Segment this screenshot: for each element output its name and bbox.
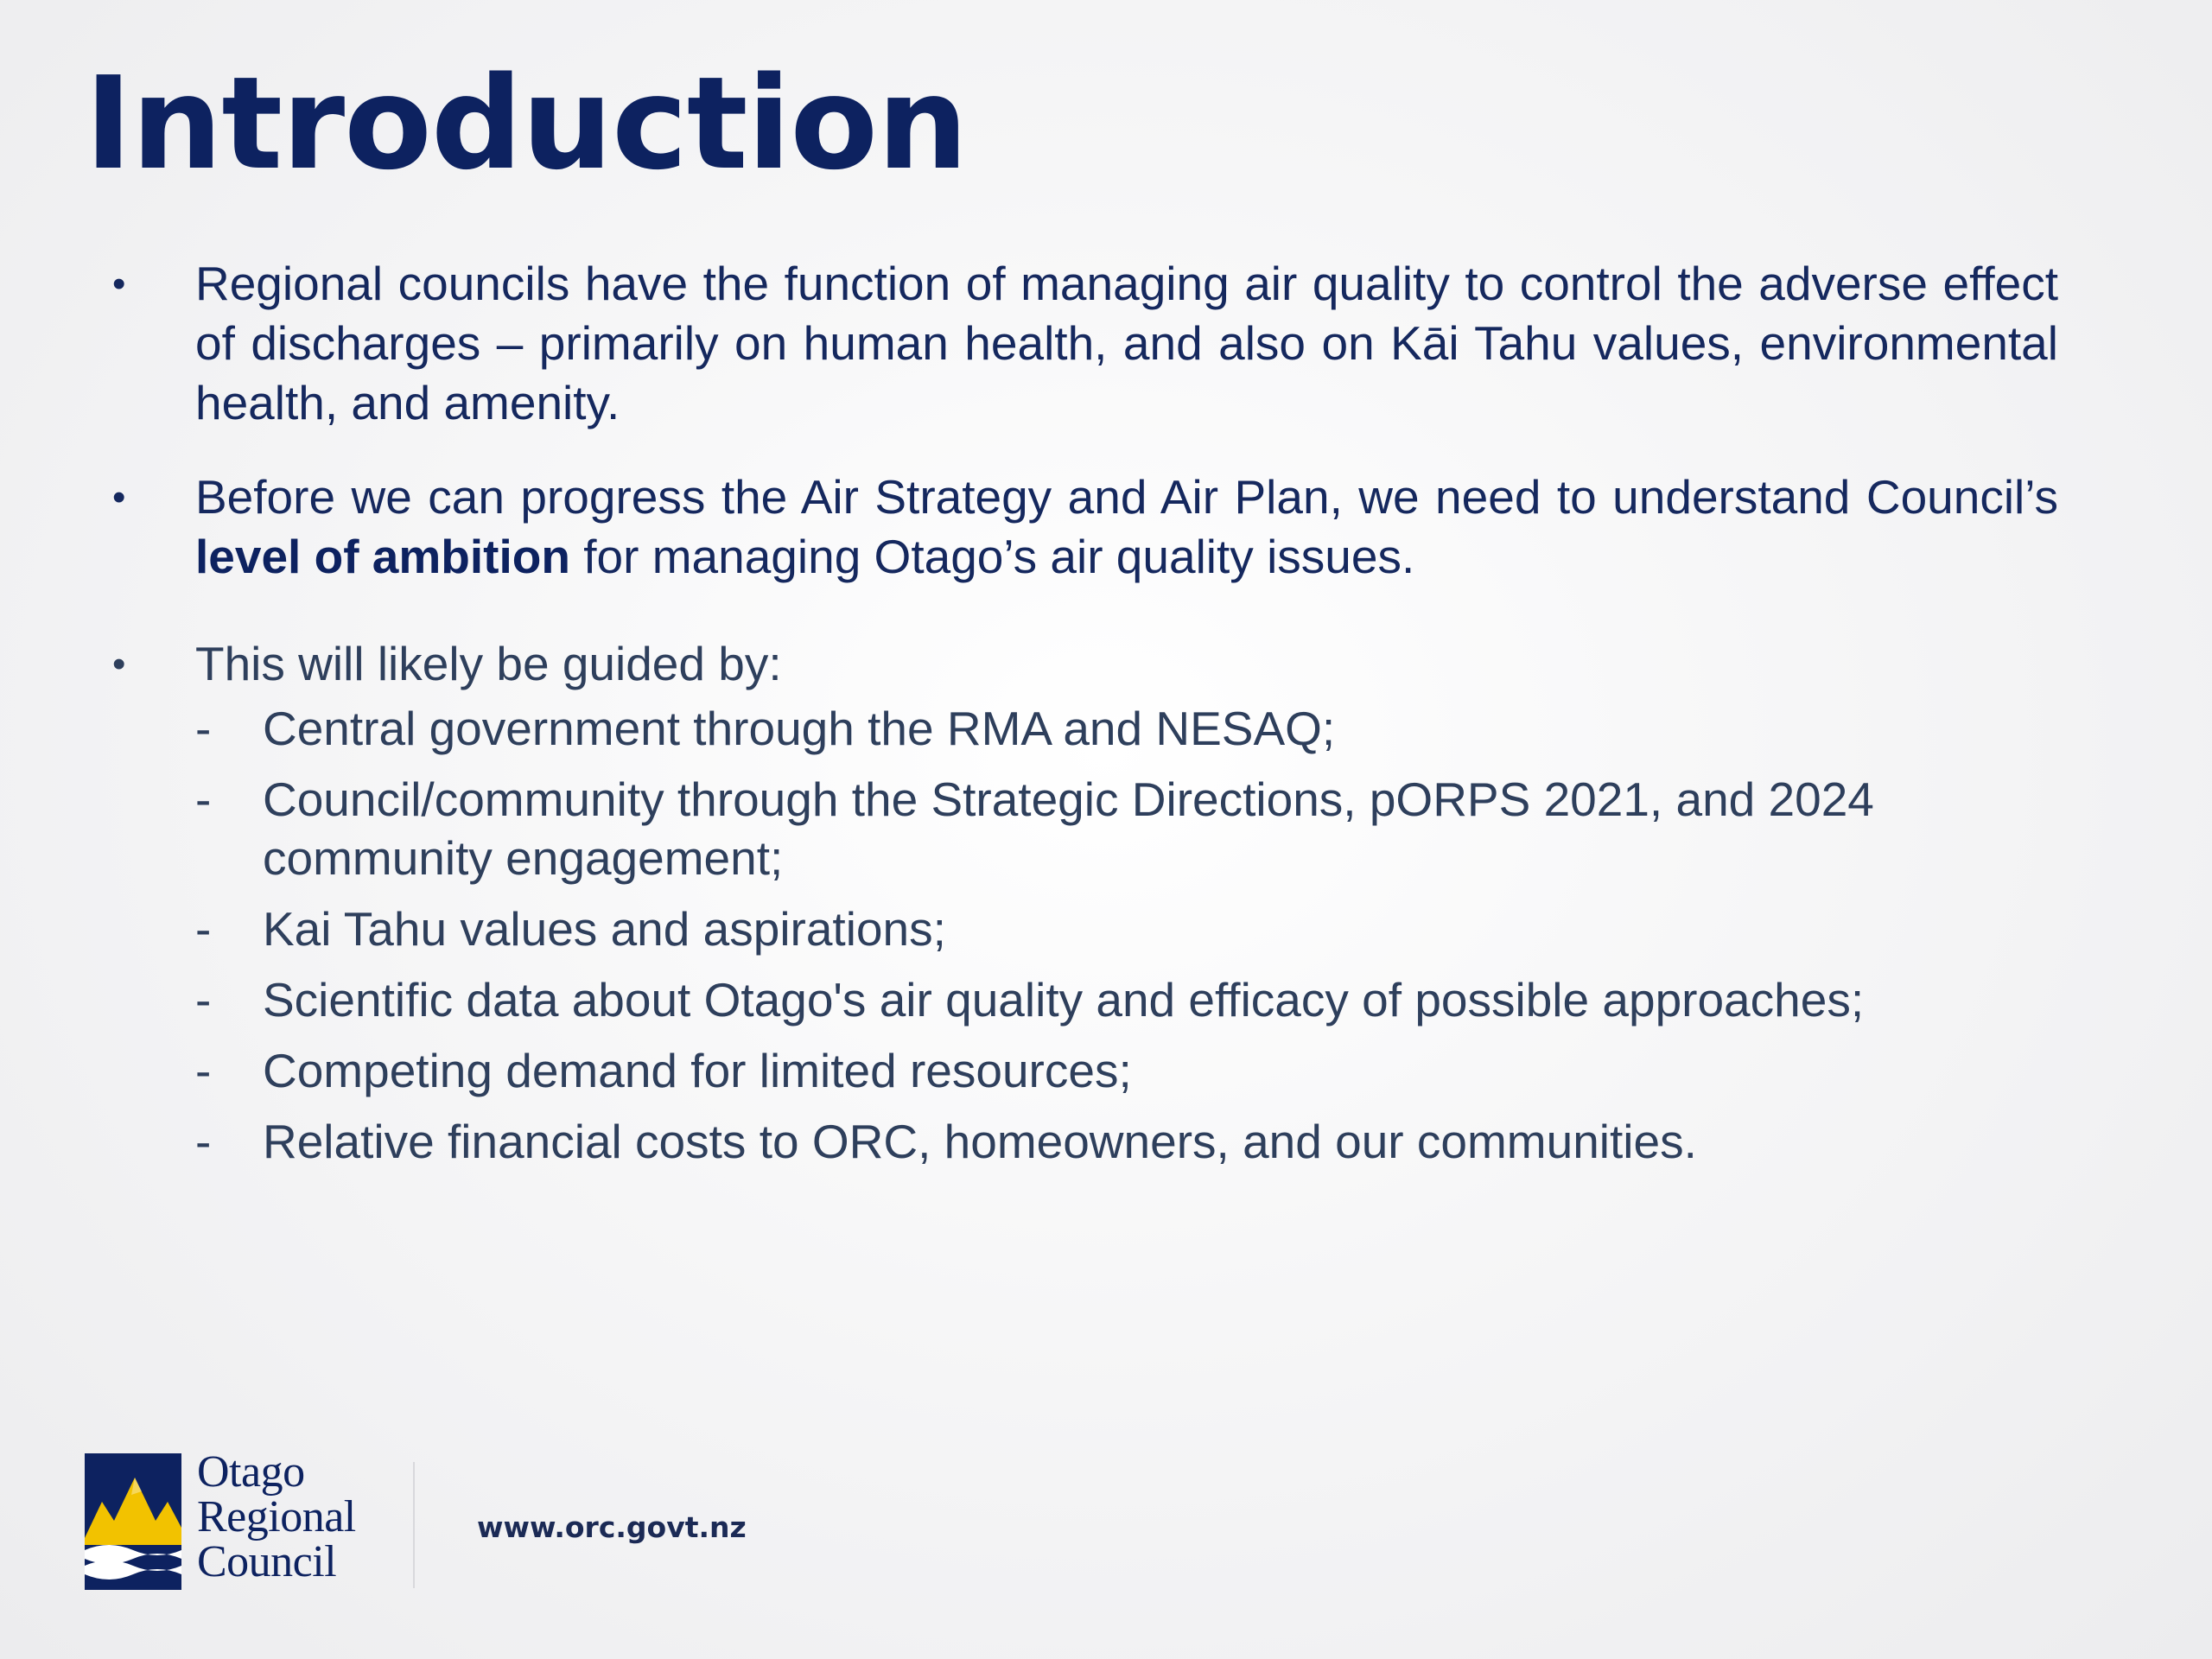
sub-item-text: Council/community through the Strategic Directions, pORPS 2021, and 2024 community engagement; — [263, 772, 1874, 885]
sub-item-kai-tahu — [195, 899, 2043, 958]
bullet-marker: • — [112, 476, 126, 518]
bullet-text-before: Before we can progress the Air Strategy and Air Plan, we need to understand Council’s — [195, 470, 2058, 524]
bullet-list — [112, 254, 2058, 1183]
sub-item-text: Relative financial costs to ORC, homeowners, and our communities. — [263, 1115, 1697, 1168]
bullet-text-emphasis: level of ambition — [195, 530, 570, 583]
bullet-text: Regional councils have the function of managing air quality to control the adverse effect of discharges – primarily on human health, and also on Kāi Tahu values, environmental health, and amenity. — [195, 257, 2058, 429]
website-link[interactable]: www.orc.govt.nz — [477, 1510, 747, 1544]
sub-item-text: Central government through the RMA and NESAQ; — [263, 702, 1336, 755]
logo-wordmark — [197, 1447, 356, 1586]
bullet-marker: • — [112, 643, 126, 685]
bullet-text: This will likely be guided by: — [195, 637, 782, 690]
sub-item-central-government — [195, 699, 2043, 758]
sub-item-council-community — [195, 770, 2043, 887]
logo-line-council: Council — [197, 1537, 337, 1586]
sub-item-competing-demand — [195, 1041, 2043, 1100]
bullet-item-air-quality-function — [112, 254, 2058, 433]
sub-item-marker: - — [195, 772, 212, 826]
sub-item-marker: - — [195, 702, 212, 755]
logo-line-regional: Regional — [197, 1492, 356, 1541]
bullet-item-level-of-ambition — [112, 467, 2058, 587]
slide-title: Introduction — [85, 49, 968, 198]
sub-item-text: Scientific data about Otago's air quality and efficacy of possible approaches; — [263, 973, 1865, 1027]
bullet-text-after: for managing Otago’s air quality issues. — [569, 530, 1415, 583]
otago-regional-council-logo-icon — [85, 1453, 181, 1590]
sub-item-marker: - — [195, 1115, 212, 1168]
sub-item-marker: - — [195, 973, 212, 1027]
sub-item-text: Competing demand for limited resources; — [263, 1044, 1132, 1097]
footer-divider — [413, 1462, 415, 1588]
sub-item-financial-costs — [195, 1112, 2043, 1171]
logo-line-otago: Otago — [197, 1447, 305, 1497]
bullet-item-guided-by — [112, 634, 2058, 1171]
sub-item-marker: - — [195, 902, 212, 956]
bullet-marker: • — [112, 263, 126, 305]
sub-item-scientific-data — [195, 970, 2043, 1029]
sub-list — [195, 699, 2058, 1171]
sub-item-text: Kai Tahu values and aspirations; — [263, 902, 946, 956]
sub-item-marker: - — [195, 1044, 212, 1097]
